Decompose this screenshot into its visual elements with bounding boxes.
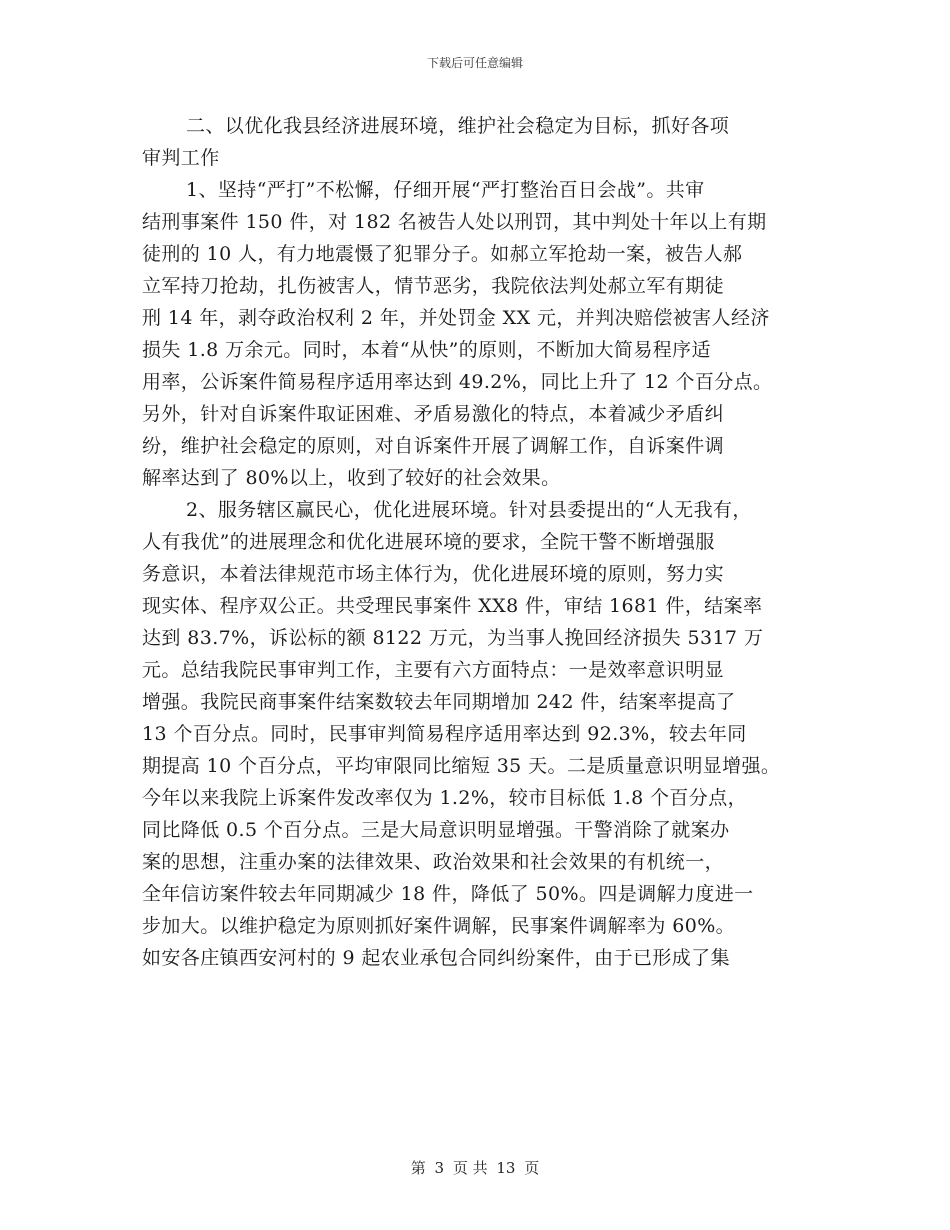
paragraph-line: 步加大。以维护稳定为原则抓好案件调解，民事案件调解率为 60%。 — [142, 915, 736, 937]
current-page-number: 3 — [434, 1159, 445, 1177]
section-heading-line-1: 二、以优化我县经济进展环境，维护社会稳定为目标，抓好各项 — [186, 115, 730, 137]
paragraph-line: 人有我优”的进展理念和优化进展环境的要求，全院干警不断增强服 — [142, 531, 715, 553]
paragraph-line: 13 个百分点。同时，民事审判简易程序适用率达到 92.3%，较去年同 — [142, 723, 747, 745]
page-footer — [0, 1157, 950, 1178]
paragraph-line: 结刑事案件 150 件，对 182 名被告人处以刑罚，其中判处十年以上有期 — [142, 211, 767, 233]
paragraph-line: 期提高 10 个百分点，平均审限同比缩短 35 天。二是质量意识明显增强。 — [142, 755, 781, 777]
paragraph-line: 现实体、程序双公正。共受理民事案件 XX8 件，审结 1681 件，结案率 — [142, 595, 763, 617]
paragraph-line: 立军持刀抢劫，扎伤被害人，情节恶劣，我院依法判处郝立军有期徒 — [142, 275, 725, 297]
footer-prefix: 第 — [410, 1159, 426, 1177]
document-body — [142, 110, 822, 974]
header-note: 下载后可任意编辑 — [426, 56, 523, 70]
paragraph-line: 用率，公诉案件简易程序适用率达到 49.2%，同比上升了 12 个百分点。 — [142, 371, 773, 393]
paragraph-line: 案的思想，注重办案的法律效果、政治效果和社会效果的有机统一， — [142, 851, 725, 873]
paragraph-line: 损失 1.8 万余元。同时，本着“从快”的原则，不断加大简易程序适 — [142, 339, 711, 361]
paragraph-line: 今年以来我院上诉案件发改率仅为 1.2%，较市目标低 1.8 个百分点， — [142, 787, 748, 809]
paragraph-line: 元。总结我院民事审判工作，主要有六方面特点：一是效率意识明显 — [142, 659, 725, 681]
paragraph-line: 增强。我院民商事案件结案数较去年同期增加 242 件，结案率提高了 — [142, 691, 736, 713]
paragraph-line: 如安各庄镇西安河村的 9 起农业承包合同纠纷案件，由于已形成了集 — [142, 947, 730, 969]
footer-middle: 页 共 — [452, 1159, 488, 1177]
paragraph-line: 另外，针对自诉案件取证困难、矛盾易激化的特点，本着减少矛盾纠 — [142, 403, 725, 425]
total-page-count: 13 — [496, 1159, 516, 1177]
paragraph-line: 务意识，本着法律规范市场主体行为，优化进展环境的原则，努力实 — [142, 563, 725, 585]
paragraph-line: 刑 14 年，剥夺政治权利 2 年，并处罚金 XX 元，并判决赔偿被害人经济 — [142, 307, 770, 329]
paragraph-line: 纷，维护社会稳定的原则，对自诉案件开展了调解工作，自诉案件调 — [142, 435, 725, 457]
section-heading-line-2: 审判工作 — [142, 147, 220, 169]
footer-suffix: 页 — [524, 1159, 540, 1177]
paragraph-line: 达到 83.7%，诉讼标的额 8122 万元，为当事人挽回经济损失 5317 万 — [142, 627, 764, 649]
paragraph-line: 2、服务辖区赢民心，优化进展环境。针对县委提出的“人无我有， — [186, 499, 752, 521]
paragraph-line: 同比降低 0.5 个百分点。三是大局意识明显增强。干警消除了就案办 — [142, 819, 730, 841]
paragraph-line: 1、坚持“严打”不松懈，仔细开展“严打整治百日会战”。共审 — [186, 179, 705, 201]
paragraph-line: 全年信访案件较去年同期减少 18 件，降低了 50%。四是调解力度进一 — [142, 883, 754, 905]
paragraph-line: 解率达到了 80%以上，收到了较好的社会效果。 — [142, 467, 561, 489]
paragraph-line: 徒刑的 10 人，有力地震慑了犯罪分子。如郝立军抢劫一案，被告人郝 — [142, 243, 743, 265]
